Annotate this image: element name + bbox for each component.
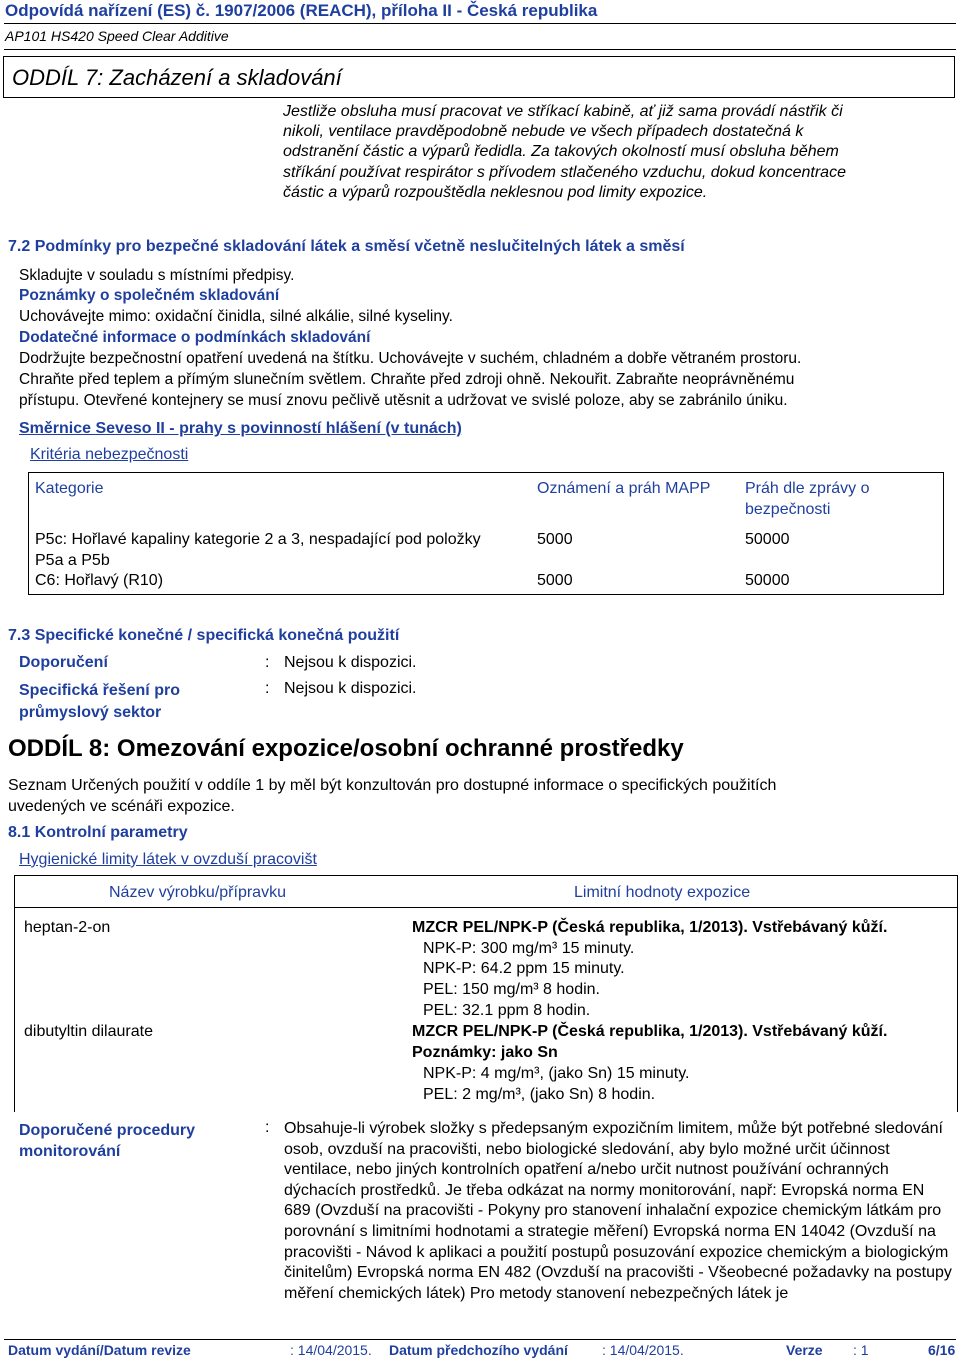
table-row-category: C6: Hořlavý (R10) xyxy=(35,572,164,589)
monitoring-label: Doporučené procedury monitorování xyxy=(19,1122,196,1160)
intro-line: Seznam Určených použití v oddíle 1 by měl být konzultován pro dostupné informace o specifických použitích xyxy=(8,777,777,794)
footer-issue-value: : 14/04/2015. xyxy=(290,1342,372,1358)
storage-notes-text: Uchovávejte mimo: oxidační činidla, silné alkálie, silné kyseliny. xyxy=(19,308,453,325)
industrial-label: Specifická řešení pro průmyslový sektor xyxy=(19,682,180,721)
section8-title: ODDÍL 8: Omezování expozice/osobní ochranné prostředky xyxy=(8,735,684,762)
colon: : xyxy=(265,1119,270,1136)
section-8-1-heading: 8.1 Kontrolní parametry xyxy=(8,824,188,841)
footer-version-value: : 1 xyxy=(853,1342,869,1358)
table-row-mapp: 5000 xyxy=(537,531,573,548)
footer-divider xyxy=(4,1339,956,1340)
limit-line: NPK-P: 300 mg/m³ 15 minuty. xyxy=(423,940,635,957)
limits-table-divider xyxy=(14,907,958,908)
table-row-category: P5c: Hořlavé kapaliny kategorie 2 a 3, nespadající pod položky P5a a P5b xyxy=(35,531,481,569)
recommend-label: Doporučení xyxy=(19,654,108,671)
paragraph-line: Jestliže obsluha musí pracovat ve stříkací kabině, ať již sama provádí nástřik či xyxy=(283,103,843,120)
storage-extra-line: přístupu. Otevřené kontejnery se musí znovu pečlivě utěsnit a udržovat ve svislé poloze, aby se zabránilo úniku. xyxy=(19,392,788,409)
substance-name: heptan-2-on xyxy=(24,919,111,936)
section-7-3-heading: 7.3 Specifické konečné / specifická konečná použití xyxy=(8,627,400,644)
table-header-category: Kategorie xyxy=(35,480,104,497)
footer-version-label: Verze xyxy=(786,1342,823,1358)
limits-col-product: Název výrobku/přípravku xyxy=(109,884,286,901)
table-row-mapp: 5000 xyxy=(537,572,573,589)
colon: : xyxy=(265,680,270,697)
limit-line: NPK-P: 4 mg/m³, (jako Sn) 15 minuty. xyxy=(423,1065,690,1082)
limit-line: PEL: 2 mg/m³, (jako Sn) 8 hodin. xyxy=(423,1086,656,1103)
section7-title: ODDÍL 7: Zacházení a skladování xyxy=(12,65,342,90)
paragraph-line: stříkání používat respirátor s přívodem stlačeného vzduchu, dokud koncentrace xyxy=(283,164,846,181)
storage-line: Skladujte v souladu s místními předpisy. xyxy=(19,267,295,284)
storage-extra-line: Chraňte před teplem a přímým slunečním světlem. Chraňte před zdroji ohně. Nekouřit. Zabraňte neoprávněnému xyxy=(19,371,795,388)
product-name: AP101 HS420 Speed Clear Additive xyxy=(5,28,229,44)
header-divider xyxy=(4,23,956,24)
limit-line: PEL: 32.1 ppm 8 hodin. xyxy=(423,1002,591,1019)
limits-col-values: Limitní hodnoty expozice xyxy=(574,884,751,901)
table-row-report: 50000 xyxy=(745,572,790,589)
limit-note: Poznámky: jako Sn xyxy=(412,1044,558,1061)
paragraph-line: částic a výparů rozpouštědla neklesnou pod limity expozice. xyxy=(283,184,708,201)
table-row-report: 50000 xyxy=(745,531,790,548)
storage-extra-title: Dodatečné informace o podmínkách skladování xyxy=(19,329,371,346)
footer-prev-label: Datum předchozího vydání xyxy=(389,1342,568,1358)
section-7-2-heading: 7.2 Podmínky pro bezpečné skladování látek a směsí včetně neslučitelných látek a směsí xyxy=(8,238,685,255)
paragraph-line: odstranění částic a výparů ředidla. Za takových okolností musí obsluha během xyxy=(283,143,839,160)
section7-header-box xyxy=(3,56,955,98)
limit-line: PEL: 150 mg/m³ 8 hodin. xyxy=(423,981,600,998)
storage-extra-line: Dodržujte bezpečnostní opatření uvedená na štítku. Uchovávejte v suchém, chladném a dobře větraném prostoru. xyxy=(19,350,802,367)
footer-prev-value: : 14/04/2015. xyxy=(602,1342,684,1358)
regulation-title: Odpovídá nařízení (ES) č. 1907/2006 (REACH), příloha II - Česká republika xyxy=(5,1,598,20)
hygiene-limits-link[interactable]: Hygienické limity látek v ovzduší pracovišt xyxy=(19,851,317,868)
substance-name: dibutyltin dilaurate xyxy=(24,1023,153,1040)
colon: : xyxy=(265,654,270,671)
header-divider-2 xyxy=(4,49,956,50)
table-header-mapp: Oznámení a práh MAPP xyxy=(537,480,711,497)
limit-source: MZCR PEL/NPK-P (Česká republika, 1/2013). Vstřebávaný kůží. xyxy=(412,919,888,936)
recommend-value: Nejsou k dispozici. xyxy=(284,654,417,671)
limit-line: NPK-P: 64.2 ppm 15 minuty. xyxy=(423,960,625,977)
intro-line: uvedených ve scénáři expozice. xyxy=(8,798,235,815)
storage-notes-title: Poznámky o společném skladování xyxy=(19,287,280,304)
monitoring-text: Obsahuje-li výrobek složky s předepsaným expozičním limitem, může být potřebné sledování osob, ovzduší na pracovišti, nebo biologické sledování, aby bylo možné určit účinnost ventilace, nebo jiných kontrolních opatření a/nebo určit nutnost používání ochranných dýchacích prostředků. Je třeba odkázat na normy monitorování, např: Evropská norma EN 689 (Ovzduší na pracovišti - Pokyny pro stanovení inhalační expozice chemickým látkám pro porovnání s limitními hodnotami a strategie měření) Evropská norma EN 14042 (Ovzduší na pracovišti - Návod k aplikaci a použití postupů posuzování expozice chemickým a biologickým činitelům) Evropská norma EN 482 (Ovzduší na pracovišti - Všeobecné požadavky na postupy měření chemických látek) Pro metody stanovení nebezpečných látek je xyxy=(284,1120,952,1302)
footer-issue-label: Datum vydání/Datum revize xyxy=(8,1342,191,1358)
criteria-link[interactable]: Kritéria nebezpečnosti xyxy=(30,446,189,463)
footer-page-number: 6/16 xyxy=(928,1342,956,1358)
paragraph-line: nikoli, ventilace pravděpodobně nebude ve všech případech dostatečná k xyxy=(283,123,804,140)
industrial-value: Nejsou k dispozici. xyxy=(284,680,417,697)
seveso-link[interactable]: Směrnice Seveso II - prahy s povinností hlášení (v tunách) xyxy=(19,420,462,437)
table-header-report: Práh dle zprávy o bezpečnosti xyxy=(745,480,870,518)
limit-source: MZCR PEL/NPK-P (Česká republika, 1/2013). Vstřebávaný kůží. xyxy=(412,1023,888,1040)
